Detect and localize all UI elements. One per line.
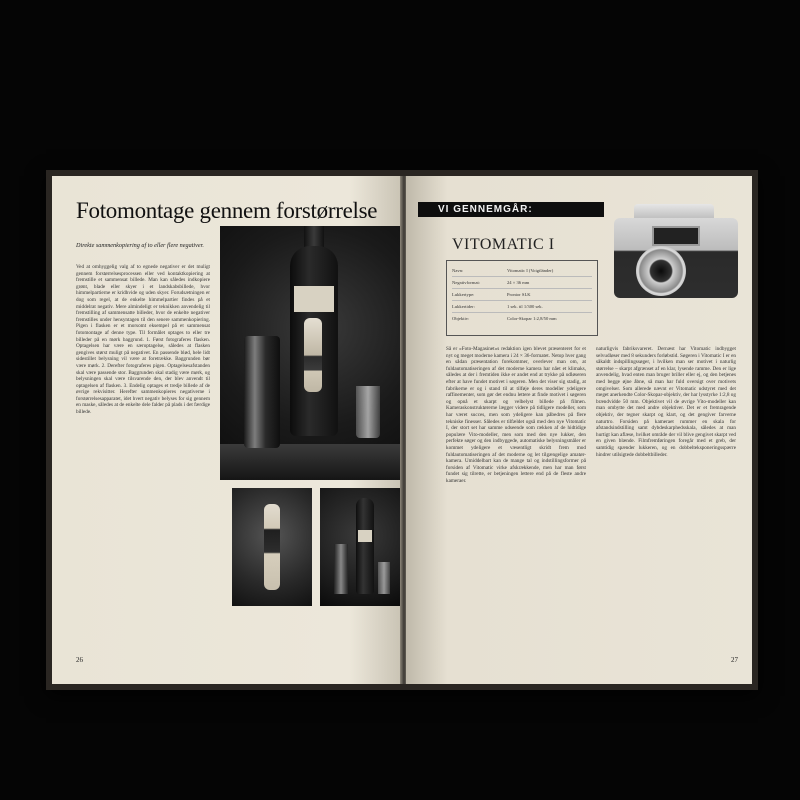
drinking-glass — [356, 386, 380, 438]
spec-label: Navn: — [452, 268, 464, 273]
small-shaker — [334, 544, 348, 594]
section-banner: VI GENNEMGÅR: — [418, 202, 604, 217]
spec-row — [452, 277, 592, 289]
small-bottle — [356, 498, 374, 594]
page-number-right: 27 — [731, 656, 738, 664]
article-lead: Direkte sammenkopiering af to eller flere negativer. — [76, 242, 204, 249]
spec-value: 1 sek. til 1/300 sek. — [507, 304, 543, 309]
woman-figure — [264, 504, 280, 590]
spec-row — [452, 313, 592, 324]
cocktail-shaker — [244, 336, 280, 448]
spec-label: Negativformat: — [452, 280, 481, 285]
spec-label: Lukkertype: — [452, 292, 475, 297]
article-title: Fotomontage gennem forstørrelse — [76, 198, 378, 223]
spec-value: Color-Skopar 1:2,8/50 mm — [507, 316, 557, 321]
spec-value: Vitomatic I (Voigtländer) — [507, 268, 554, 273]
camera-lens — [636, 246, 686, 296]
spec-label: Lukkertider: — [452, 304, 475, 309]
spec-row — [452, 265, 592, 277]
magazine-spread — [46, 170, 758, 690]
photo-woman-posing — [232, 488, 312, 606]
spec-label: Objektiv: — [452, 316, 470, 321]
viewfinder-window — [652, 226, 700, 246]
left-page — [52, 176, 402, 684]
product-title: VITOMATIC I — [452, 236, 555, 253]
spec-value: 24 × 36 mm — [507, 280, 530, 285]
spec-table — [446, 260, 598, 336]
article-body-left: Ved at omhyggelig valg af to egnede negativer er det muligt gennem forstørrelsesprocessen eller ved kontaktkopiering at fremstille et sammensat billede. Man kan således indkopiere grønt, blade eller skyer i et landskabsbillede, hvor himmelpartierne er kridhvide og uden skyer. Forudsætningen er dog som regel, at de enkelte himmelpartier findes på et middelrat negativ. Mere almindeligt er teknikken anvendelig til fremstilling af sammensatte billeder, hvor de enkelte negativer fremstilles under hensyntagen til den senere sammenkopiering. Pigen i flasken er et morsomt eksempel på et sammensat fotomontage af denne type. Til formålet optages to eller tre billeder på en mørk baggrund. 1. Først fotograferes flasken. Optagelsen har være en særoptagelse, således at flasken gengives størst muligt på negativet. En passende blød, hele lidt sidestillet belysning vil være at foretrække. Baggrunden bør være mørk. 2. Derefter fotograferes pigen. Optagelsesafstanden skal være passende stor. Baggrunden skal stadig være mørk, og belysningen skal være tilsvarende den, der blev anvendt til optagelsen af flasken. 3. Endelig optages et tredje billede af de øvrige rekvisitter. Herefter sammenkopieres negativerne i forstørrelsesapparatet, idet hvert negativ belyses for sig gennem en maske, således at de enkelte dele falder på plads i det færdige billede. — [76, 264, 210, 416]
small-glass — [378, 562, 390, 594]
small-bottle-label — [358, 530, 372, 542]
photo-bottle-still-life — [320, 488, 400, 606]
camera-photo — [614, 200, 738, 304]
review-column-2: naturligvis fabriksvareret. Dernæst har Vitomatic indbygget selvudløser med 8 sekunders forløbstid. Søgeren i Vitomatic I er en såkaldt indspillingssøger, i hvilken man ser motivet i naturlig størrelse – skarpt afgrænset af en klar, lysende ramme. Den er lige anvendelig, hvad enten man bruger briller eller ej, og den betjenes med begge øjne åbne, så man har fuld oversigt over motivets omgivelser. Som allerede nævnt er Vitomatic udstyret med det meget anerkendte Color-Skopar-objektiv, der har lysstyrke 1:2,8 og brændvidde 50 mm. Objektivet vil de øvrige Vito-modeller kan man ombytte det med andre objektiver. Det er et fremragende objektiv, der tegner skarpt og klart, og det gengiver farverne naturtro. Forsiden på kameraet rummer en skala for afstandsindstilling samt dybdeskarphedsskala, således at man hurtigt kan aflæse, hvilket område der vil blive gengivet skarpt ved en given blænde. Filmfremføringen foregår med et greb, der samtidig spænder lukkeren, og en dobbelteksponeringsspærre hindrer utilsigtede dobbeltbilleder. — [596, 346, 736, 458]
spec-row — [452, 301, 592, 313]
woman-in-bottle — [304, 318, 322, 392]
spec-value: Prontor SLK — [507, 292, 531, 297]
table-surface — [220, 444, 400, 480]
page-number-left: 26 — [76, 656, 83, 664]
right-page — [406, 176, 752, 684]
montage-photo-main — [220, 226, 400, 480]
review-column-1: Så er »Foto-Magasinet«s redaktion igen blevet præsenteret for et nyt og meget moderne kamera i 24 × 36-formatet. Netop hver gang en sådan præsentation forekommer, overlever man om, at fuldautomatiseringen af det moderne kamera har nået et klimaks, således at der i fremtiden ikke er andet end at trykke på udløseren efter at have fundet motivet i søgeren. Men det viser sig stadig, at fabrikerne er og i stand til at tilføje deres modeller ydeligere raffinementer, som gør det endnu lettere at finde motivet i søgeren og opnå et skarpt og velbelyst billede på filmen. Kameraskonstruktørerne lægger videre på tidligere modeller, som har været succes, men som ydeligere kan påbedres på flere tekniske finesser. Således er tilfældet også med den nye Vitomatic I, der stort set har samme udseende som rækken af de hidtidige populære Vito-modeller, men som med den nye lukker, den perfekte søger og den indbyggede, automatiske belysningsmåler er kommet ydeligere et væsentligt skridt frem mod fuldautomatiseringen af det moderne og let tilgængelige amatør-kamera. Umiddelbart kan de mange tal og indstillingsformer på forsiden af Vitomatic virke afskrækkende, men har man først fundet sig tilrette, er betjeningen lettere end på de fleste andre kameraer. — [446, 346, 586, 484]
spec-row — [452, 289, 592, 301]
bottle-label — [294, 286, 334, 312]
